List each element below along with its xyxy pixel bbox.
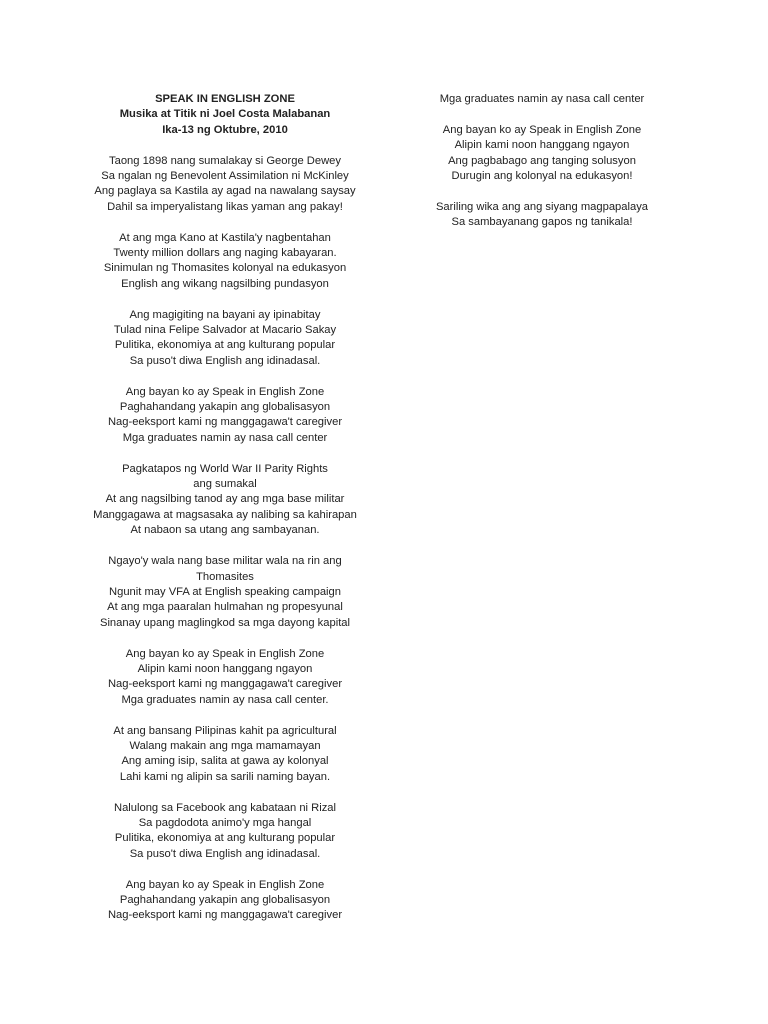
lyric-line: Sa puso't diwa English ang idinadasal. (129, 354, 321, 367)
stanza (84, 462, 366, 539)
lyric-line: Ang pagbabago ang tanging solusyon (448, 154, 636, 167)
song-credit: Musika at Titik ni Joel Costa Malabanan (119, 108, 331, 121)
left-column (84, 92, 366, 939)
stanza (402, 92, 682, 107)
lyric-line: Taong 1898 nang sumalakay si George Dewey (109, 154, 341, 167)
lyric-line: Paghahandang yakapin ang globalisasyon (119, 893, 331, 906)
lyric-line: At ang bansang Pilipinas kahit pa agricultural (113, 724, 337, 737)
lyric-line: Sa ngalan ng Benevolent Assimilation ni McKinley (101, 170, 349, 183)
lyric-line: Nag-eeksport kami ng manggagawa't caregiver (107, 678, 343, 691)
right-column (402, 92, 682, 246)
stanza (402, 123, 682, 185)
lyric-line: Ngunit may VFA at English speaking campaign (109, 585, 341, 598)
lyric-line: Sa sambayanang gapos ng tanikala! (451, 216, 633, 229)
lyric-line: Mga graduates namin ay nasa call center (439, 93, 645, 105)
song-date: Ika-13 ng Oktubre, 2010 (162, 123, 288, 136)
lyric-line: Sinanay upang maglingkod sa mga dayong kapital (99, 616, 351, 629)
lyric-line: Sa puso't diwa English ang idinadasal. (129, 847, 321, 860)
stanza (84, 308, 366, 370)
lyric-line: Alipin kami noon hanggang ngayon (454, 139, 630, 152)
stanza (402, 200, 682, 231)
stanza (84, 385, 366, 447)
lyric-line: Ang bayan ko ay Speak in English Zone (125, 647, 325, 660)
lyric-line: Ang magigiting na bayani ay ipinabitay (129, 308, 321, 321)
lyric-line: Walang makain ang mga mamamayan (129, 739, 321, 752)
lyric-line: Ang bayan ko ay Speak in English Zone (442, 123, 642, 136)
lyric-line: Twenty million dollars ang naging kabayaran. (113, 247, 337, 260)
stanza (84, 154, 366, 216)
lyric-line: Pulitika, ekonomiya at ang kulturang popular (114, 339, 336, 352)
lyric-line: At nabaon sa utang ang sambayanan. (130, 524, 320, 537)
lyric-line: At ang mga paaralan hulmahan ng propesyunal (107, 601, 343, 614)
stanza (84, 231, 366, 293)
stanza (84, 647, 366, 709)
lyric-line: Nag-eeksport kami ng manggagawa't caregiver (107, 909, 343, 922)
lyric-line: Nag-eeksport kami ng manggagawa't caregiver (107, 416, 343, 429)
lyric-line: Paghahandang yakapin ang globalisasyon (119, 401, 331, 414)
lyric-line: Alipin kami noon hanggang ngayon (137, 662, 313, 675)
stanza (84, 801, 366, 863)
lyric-line: Mga graduates namin ay nasa call center. (121, 693, 329, 706)
stanza (84, 724, 366, 786)
lyric-line: English ang wikang nagsilbing pundasyon (121, 277, 329, 290)
lyric-line: Pagkatapos ng World War II Parity Rights ang sumakal (122, 462, 328, 491)
lyric-line: Ang aming isip, salita at gawa ay kolonyal (121, 755, 329, 768)
lyric-line: At ang mga Kano at Kastila'y nagbentahan (119, 231, 331, 244)
stanza (84, 878, 366, 924)
lyric-line: Mga graduates namin ay nasa call center (122, 431, 328, 444)
lyric-line: Sa pagdodota animo'y mga hangal (138, 816, 312, 829)
stanza (84, 554, 366, 631)
lyric-line: Pulitika, ekonomiya at ang kulturang popular (114, 832, 336, 845)
lyric-line: Durugin ang kolonyal na edukasyon! (451, 170, 633, 183)
lyric-line: Nalulong sa Facebook ang kabataan ni Rizal (113, 801, 337, 814)
song-header (84, 92, 366, 138)
lyric-line: Ang bayan ko ay Speak in English Zone (125, 385, 325, 398)
lyric-line: At ang nagsilbing tanod ay ang mga base militar (105, 493, 345, 506)
lyric-line: Dahil sa imperyalistang likas yaman ang pakay! (107, 200, 343, 213)
lyric-line: Ang bayan ko ay Speak in English Zone (125, 878, 325, 891)
lyric-line: Tulad nina Felipe Salvador at Macario Sakay (113, 324, 337, 337)
lyric-line: Ngayo'y wala nang base militar wala na rin ang Thomasites (108, 555, 342, 583)
lyric-line: Lahi kami ng alipin sa sarili naming bayan. (119, 770, 331, 783)
lyric-line: Manggagawa at magsasaka ay nalibing sa kahirapan (93, 508, 357, 521)
lyric-line: Sinimulan ng Thomasites kolonyal na edukasyon (103, 262, 347, 275)
lyric-line: Sariling wika ang ang siyang magpapalaya (435, 200, 649, 213)
lyric-line: Ang paglaya sa Kastila ay agad na nawalang saysay (94, 185, 356, 198)
song-title: SPEAK IN ENGLISH ZONE (155, 93, 295, 105)
